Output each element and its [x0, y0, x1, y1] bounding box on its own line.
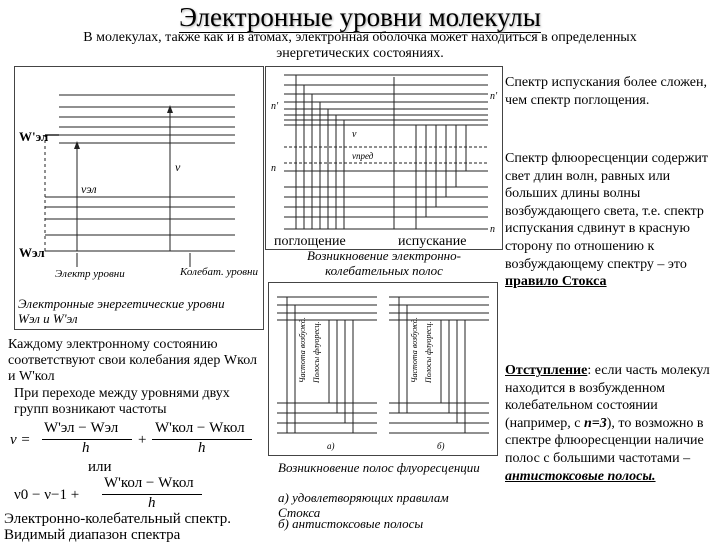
formula-1-den1: h: [82, 440, 90, 456]
nu-label: ν: [175, 160, 181, 174]
digression-n: n=3: [583, 415, 607, 431]
emission-label: испускание: [398, 234, 467, 249]
fluor-caption-3: б) антистоксовые полосы: [278, 516, 424, 531]
page-title: Электронные уровни молекулы: [179, 2, 541, 32]
fluorescence-panel: [268, 282, 498, 456]
level-label-4: n: [271, 163, 276, 174]
formula-1-den2: h: [198, 440, 206, 456]
digression-heading: Отступление: [505, 363, 588, 378]
formula-2: [14, 475, 254, 515]
upper-level-label: W'эл: [19, 129, 49, 144]
electron-levels-label: Электр уровни: [55, 268, 125, 280]
fluor-caption-2: а) удовлетворяющих правилам Стокса: [278, 490, 449, 520]
visible-range-line: Видимый диапазон спектра: [4, 527, 181, 543]
ev-spectrum-line: Электронно-колебательный спектр.: [4, 511, 231, 527]
energy-levels-diagram: [15, 67, 263, 329]
absorption-emission-panel: [265, 66, 503, 250]
stokes-rule-text: [505, 150, 717, 291]
formula-1-num2: W'кол − Wкол: [155, 420, 245, 436]
transition-paragraph: При переходе между уровнями двух групп возникают частоты: [14, 386, 230, 417]
formula-1: ν = W'эл − Wэл h + W'кол − Wкол h: [10, 420, 260, 460]
lower-level-label: Wэл: [19, 245, 45, 260]
nu-prev-label: νпред: [352, 151, 374, 161]
formula-2-den: h: [148, 495, 156, 511]
label-b: б): [437, 441, 445, 451]
label-a: а): [327, 441, 335, 451]
level-label-2: n': [271, 101, 279, 112]
vlabel-1: Частота возбужд.: [298, 317, 307, 383]
formula-2-num: W'кол − Wкол: [104, 475, 194, 491]
left-diagram-caption: Электронные энергетические уровни Wэл и W'эл: [18, 296, 225, 326]
digression-body-1: : если часть молекул находится в возбужденном колебательном состоянии (например, с: [505, 363, 710, 431]
anti-stokes-term: антистоксовые полосы.: [505, 468, 656, 484]
fluorescence-diagram: [269, 283, 497, 455]
absorption-label: поглощение: [274, 234, 346, 249]
stokes-rule-body: Спектр флюоресценции содержит свет длин волн, равных или больших длины волны возбуждающего света, т.е. спектр испускания сдвинут в красную сторону по отношению к возбуждающему спектру – это: [505, 151, 708, 272]
formula-1-num1: W'эл − Wэл: [44, 420, 119, 436]
vlabel-2: Полосы флуоресц.: [312, 321, 321, 383]
vlabel-4: Полосы флуоресц.: [424, 321, 433, 383]
vlabel-3: Частота возбужд.: [410, 317, 419, 383]
mid-diagram-caption: Возникновение электронно-колебательных полос: [307, 248, 461, 278]
anti-stokes-text: [505, 362, 717, 485]
vibration-paragraph: Каждому электронному состоянию соответствуют свои колебания ядер Wкол и W'кол: [8, 337, 258, 384]
absorption-emission-diagram: [266, 67, 502, 249]
level-label-1: n': [490, 91, 498, 102]
formula-or: или: [88, 459, 112, 475]
formula-1-nu: ν =: [10, 432, 31, 448]
nu-el-label: νэл: [81, 182, 97, 196]
intro-text: В молекулах, также как и в атомах, электронная оболочка может находиться в определенных энергетических состояниях.: [83, 30, 637, 61]
left-diagram-panel: [14, 66, 264, 330]
mid-nu-label: ν: [352, 129, 357, 140]
emission-complexity-text: Спектр испускания более сложен, чем спектр поглощения.: [505, 75, 707, 108]
vibration-levels-label: Колебат. уровни: [180, 266, 258, 278]
formula-2-lhs: ν0 − ν−1 +: [14, 487, 80, 503]
level-label-3: n: [490, 224, 495, 235]
digression-body-2: ), то возможно в спектре флюоресценции наличие полос с большими частотами –: [505, 415, 704, 466]
stokes-rule-name: правило Стокса: [505, 274, 607, 290]
fluor-caption-1: Возникновение полос флуоресценции: [278, 460, 480, 475]
